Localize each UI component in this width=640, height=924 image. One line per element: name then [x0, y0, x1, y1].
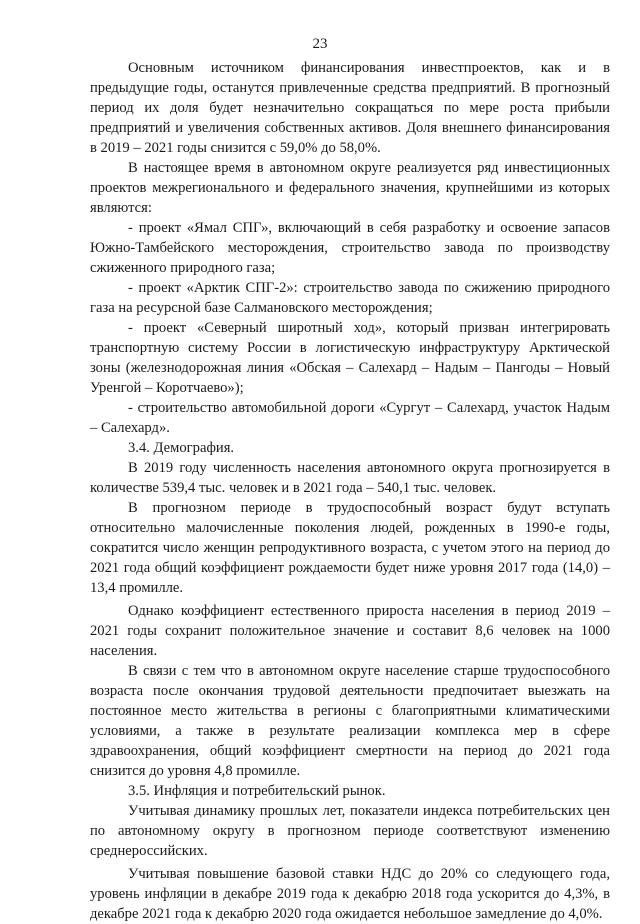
paragraph-vat-inflation: Учитывая повышение базовой ставки НДС до 20% со следующего года, уровень инфляции в декабре 2019 года к декабрю 2018 года ускорится до 4,3%, в декабре 2021 года к декабрю 2020 года ожидается небольшое замедление до 4,0%.: [90, 866, 610, 922]
section-heading-inflation: 3.5. Инфляция и потребительский рынок.: [128, 783, 386, 799]
paragraph-birth-rate: В прогнозном периоде в трудоспособный возраст будут вступать относительно малочисленные поколения людей, рожденных в 1990-е годы, сократится число женщин репродуктивного возраста, с учетом этого на период до 2021 года общий коэффициент рождаемости будет ниже уровня 2017 года (14,0) – 13,4 промилле.: [90, 500, 610, 596]
document-body: [90, 58, 610, 924]
paragraph-yamal-lng: - проект «Ямал СПГ», включающий в себя разработку и освоение запасов Южно-Тамбейского месторождения, строительство завода по производству сжиженного природного газа;: [90, 220, 610, 276]
paragraph-northern-latitudinal-way: - проект «Северный широтный ход», который призван интегрировать транспортную систему России в логистическую инфраструктуру Арктической зоны (железнодорожная линия «Обская – Салехард – Надым – Пангоды – Новый Уренгой – Коротчаево»);: [90, 320, 610, 396]
paragraph-projects-intro: В настоящее время в автономном округе реализуется ряд инвестиционных проектов межрегионального и федерального значения, крупнейшими из которых являются:: [90, 160, 610, 216]
page-number: 23: [312, 36, 328, 52]
paragraph-financing: Основным источником финансирования инвестпроектов, как и в предыдущие годы, останутся привлеченные средства предприятий. В прогнозный период их доля будет незначительно сокращаться по мере роста прибыли предприятий и увеличения собственных активов. Доля внешнего финансирования в 2019 – 2021 годы снизится с 59,0% до 58,0%.: [90, 60, 610, 156]
paragraph-cpi: Учитывая динамику прошлых лет, показатели индекса потребительских цен по автономному округу в прогнозном периоде соответствуют изменению среднероссийских.: [90, 803, 610, 859]
paragraph-mortality: В связи с тем что в автономном округе население старше трудоспособного возраста после окончания трудовой деятельности предпочитает выезжать на постоянное место жительства в регионы с благоприятными климатическими условиями, а также в результате реализации комплекса мер в сфере здравоохранения, общий коэффициент смертности на период до 2021 года снизится до уровня 4,8 промилле.: [90, 663, 610, 779]
paragraph-surgut-salekhard-road: - строительство автомобильной дороги «Сургут – Салехард, участок Надым – Салехард».: [90, 400, 610, 436]
paragraph-population: В 2019 году численность населения автономного округа прогнозируется в количестве 539,4 тыс. человек и в 2021 года – 540,1 тыс. человек.: [90, 460, 610, 496]
paragraph-arctic-lng-2: - проект «Арктик СПГ-2»: строительство завода по сжижению природного газа на ресурсной базе Салмановского месторождения;: [90, 280, 610, 316]
paragraph-natural-increase: Однако коэффициент естественного прироста населения в период 2019 – 2021 годы сохранит положительное значение и составит 8,6 человек на 1000 населения.: [90, 603, 610, 659]
section-heading-demography: 3.4. Демография.: [128, 440, 235, 456]
